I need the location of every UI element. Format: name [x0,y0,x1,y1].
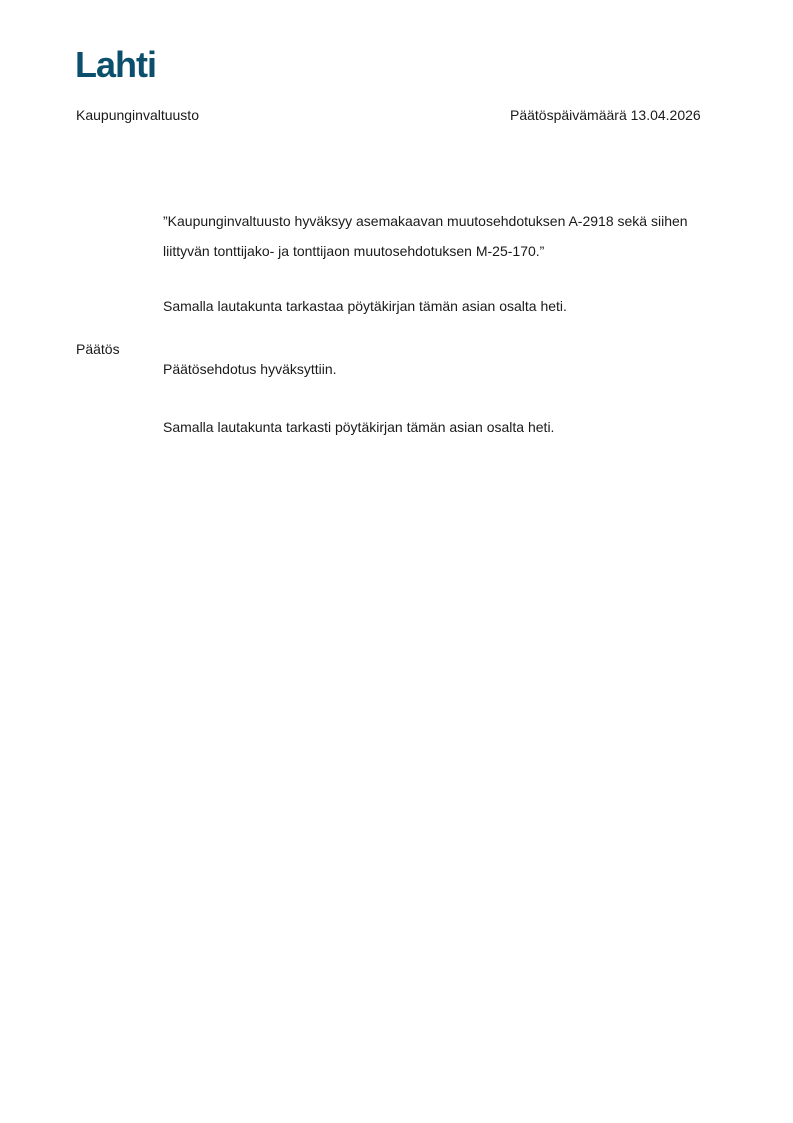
proposal-quote-line-2: liittyvän tonttijako- ja tonttijaon muutosehdotuksen M-25-170.” [163,243,545,259]
logo-wordmark: Lahti [75,46,156,82]
decision-inspection-text: Samalla lautakunta tarkasti pöytäkirjan tämän asian osalta heti. [163,419,555,435]
decision-label: Päätös [76,341,120,357]
decision-text: Päätösehdotus hyväksyttiin. [163,361,337,377]
organ-name: Kaupunginvaltuusto [76,107,199,123]
decision-date: Päätöspäivämäärä 13.04.2026 [510,107,701,123]
lahti-logo [75,46,167,82]
proposal-inspection-text: Samalla lautakunta tarkastaa pöytäkirjan tämän asian osalta heti. [163,298,567,314]
proposal-quote [163,206,733,266]
proposal-quote-line-1: ”Kaupunginvaltuusto hyväksyy asemakaavan muutosehdotuksen A-2918 sekä siihen [163,213,688,229]
